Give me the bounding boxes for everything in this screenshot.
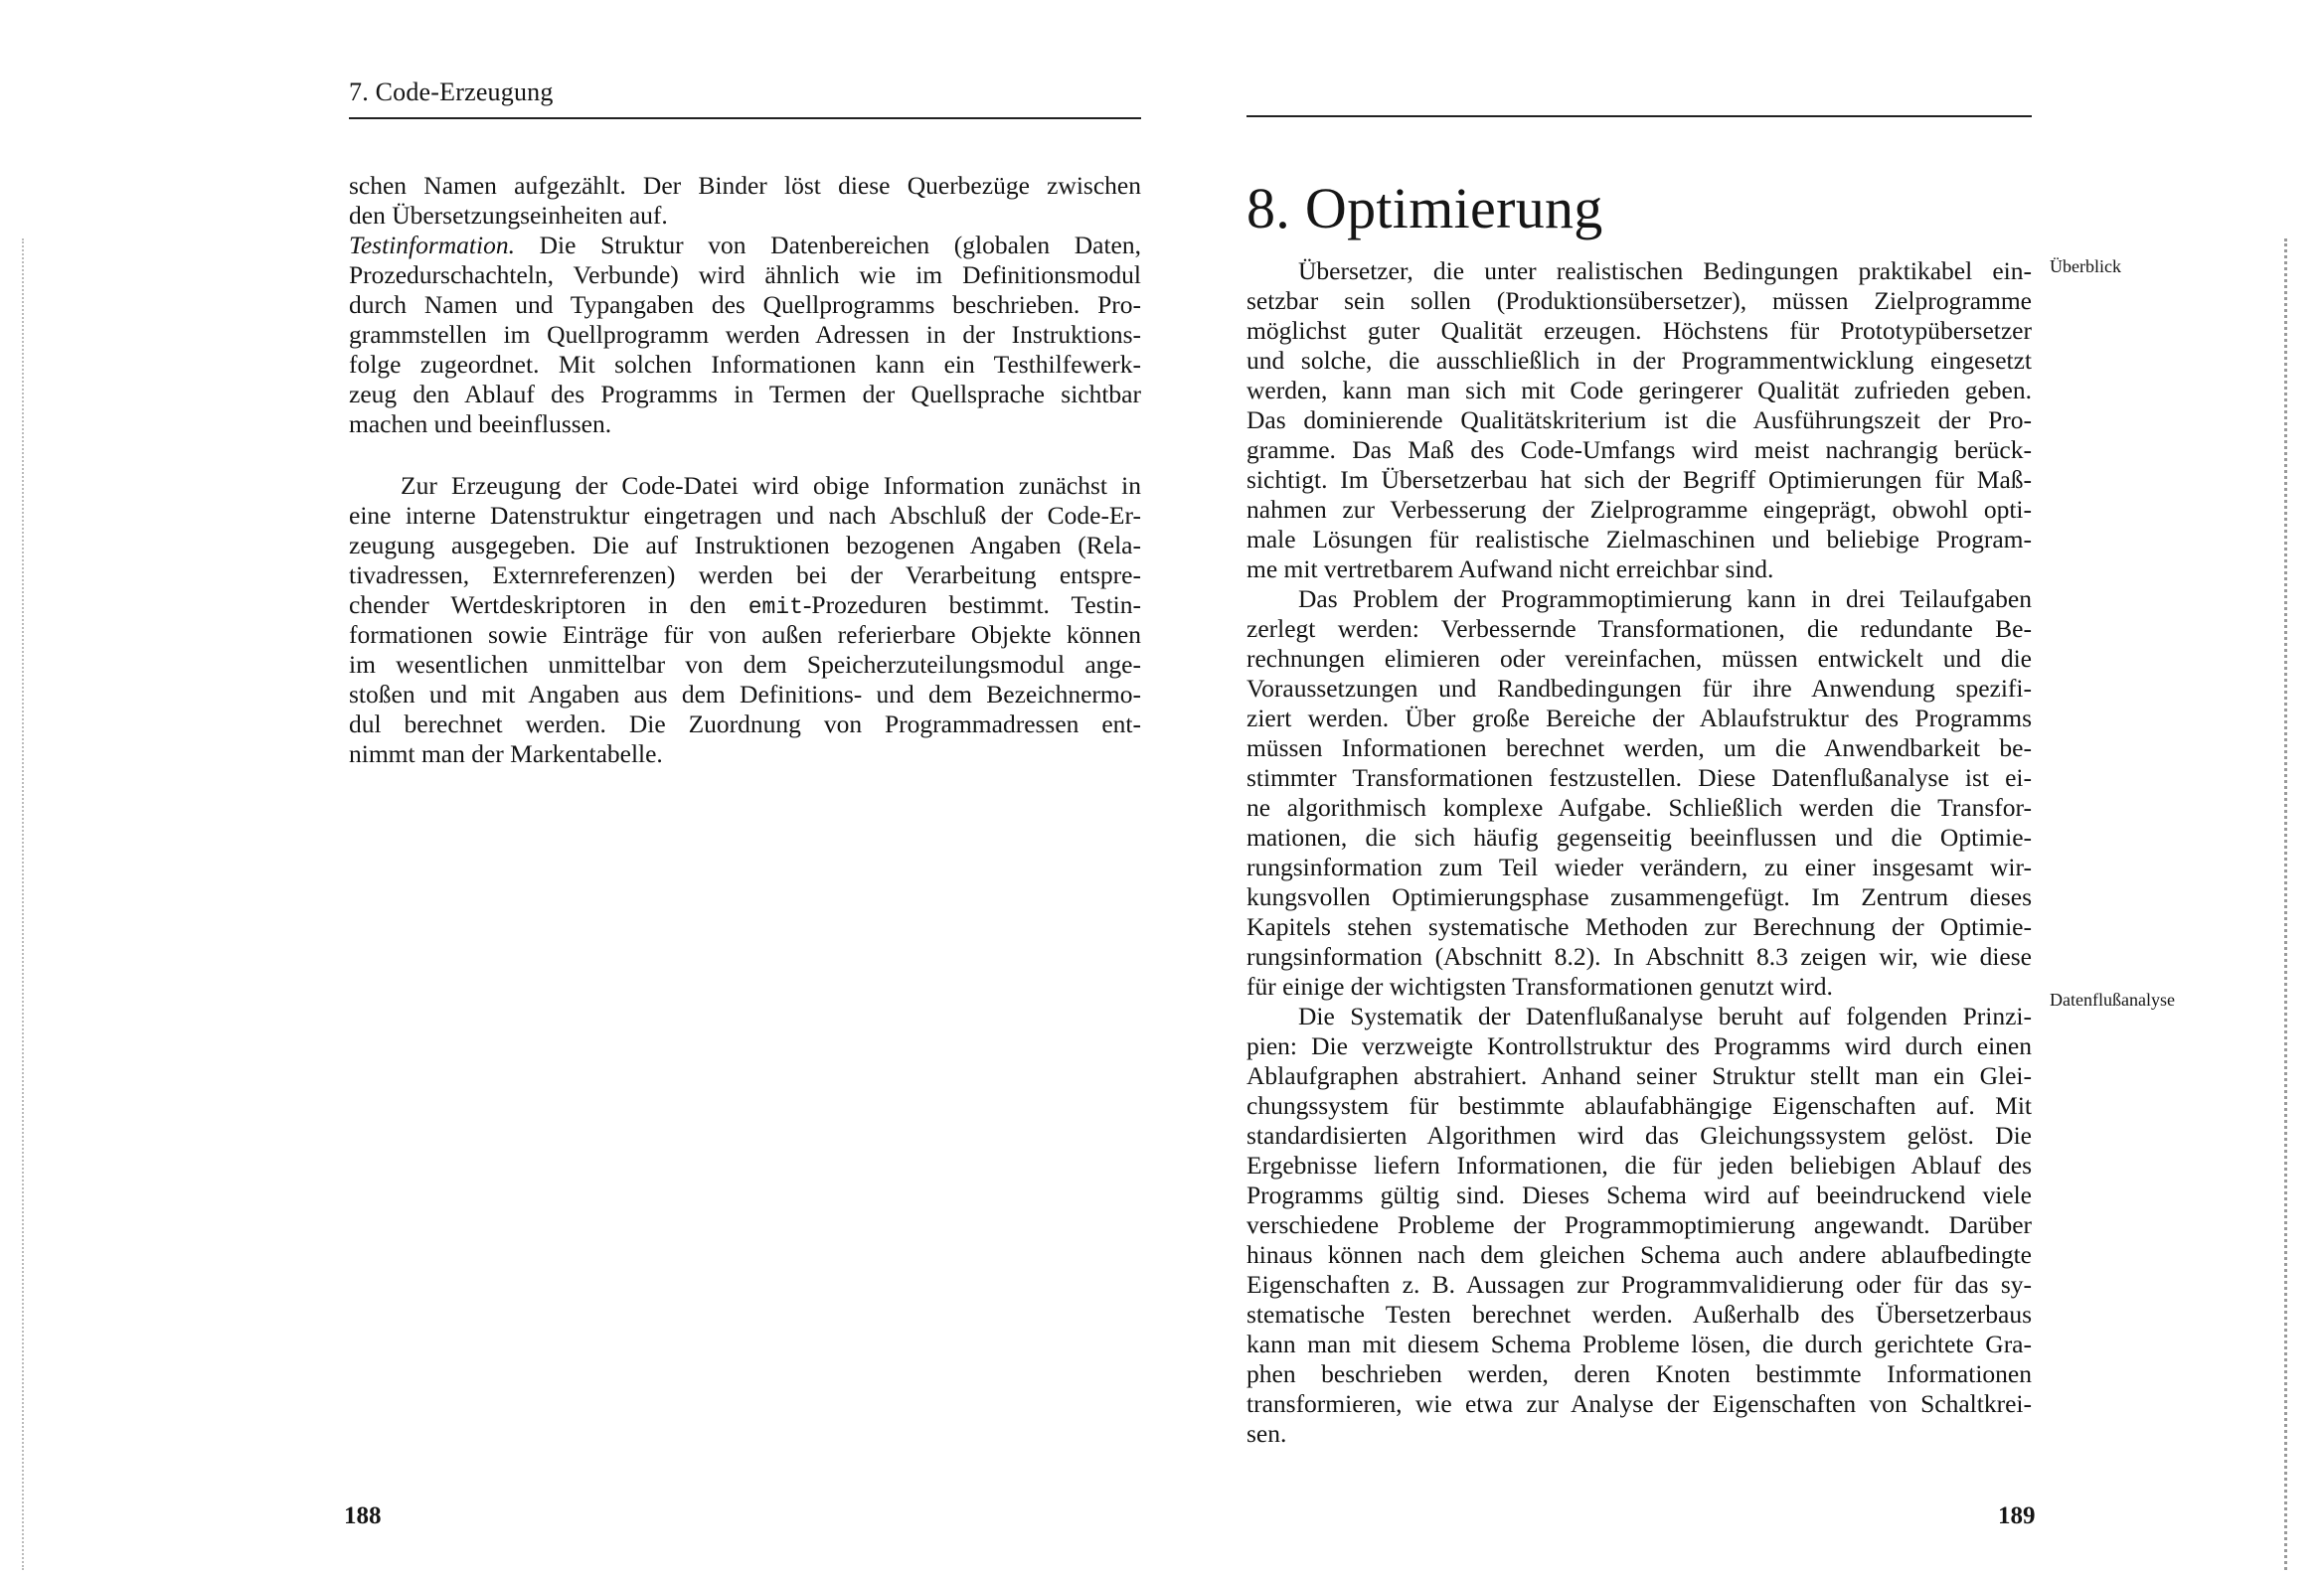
text-line: rungsinformation (Abschnitt 8.2). In Abschnitt 8.3 zeigen wir, wie diese: [1246, 942, 2032, 971]
text-line: Übersetzer, die unter realistischen Bedingungen praktikabel ein-: [1298, 256, 2032, 285]
text-line: verschiedene Probleme der Programmoptimierung angewandt. Darüber: [1246, 1210, 2032, 1239]
text-line: und solche, die ausschließlich in der Programmentwicklung eingesetzt: [1246, 346, 2032, 375]
text-line: Voraussetzungen und Randbedingungen für ihre Anwendung spezifi-: [1246, 674, 2032, 703]
text-line: tivadressen, Externreferenzen) werden bei der Verarbeitung entspre-: [349, 560, 1141, 589]
text-fragment: Die Struktur von Datenbereichen (globalen Daten,: [514, 231, 1141, 259]
body-text: [1246, 256, 2032, 1449]
text-line: dul berechnet werden. Die Zuordnung von Programmadressen ent-: [349, 710, 1141, 738]
text-line: folge zugeordnet. Mit solchen Informationen kann ein Testhilfewerk-: [349, 350, 1141, 379]
text-line: sen.: [1246, 1419, 1287, 1448]
text-line: nahmen zur Verbesserung der Zielprogramme eingeprägt, obwohl opti-: [1246, 495, 2032, 524]
text-line: [349, 590, 1141, 620]
text-line: schen Namen aufgezählt. Der Binder löst diese Querbezüge zwischen: [349, 171, 1141, 200]
text-line: stimmter Transformationen festzustellen. Diese Datenflußanalyse ist ei-: [1246, 763, 2032, 792]
page-number: 188: [344, 1502, 382, 1529]
margin-note-ueberblick: Überblick: [2050, 256, 2121, 276]
header-rule: [1246, 115, 2032, 117]
text-line: den Übersetzungseinheiten auf.: [349, 201, 668, 230]
text-line: machen und beeinflussen.: [349, 409, 612, 438]
text-line: grammstellen im Quellprogramm werden Adressen in der Instruktions-: [349, 320, 1141, 349]
scan-edge: [2284, 238, 2287, 1570]
text-line: müssen Informationen berechnet werden, um die Anwendbarkeit be-: [1246, 733, 2032, 762]
text-line: standardisierten Algorithmen wird das Gleichungssystem gelöst. Die: [1246, 1121, 2032, 1150]
text-line: stoßen und mit Angaben aus dem Definitions- und dem Bezeichnermo-: [349, 680, 1141, 709]
text-line: male Lösungen für realistische Zielmaschinen und beliebige Program-: [1246, 525, 2032, 553]
text-line: formationen sowie Einträge für von außen referierbare Objekte können: [349, 620, 1141, 649]
text-line: gramme. Das Maß des Code-Umfangs wird meist nachrangig berück-: [1246, 435, 2032, 464]
text-fragment: -Prozeduren bestimmt. Testin-: [802, 590, 1141, 619]
body-paragraph: [349, 471, 1141, 769]
text-line: me mit vertretbarem Aufwand nicht erreichbar sind.: [1246, 554, 1774, 583]
text-line: chungssystem für bestimmte ablaufabhängige Eigenschaften auf. Mit: [1246, 1091, 2032, 1120]
text-line: kungsvollen Optimierungsphase zusammengefügt. Im Zentrum dieses: [1246, 882, 2032, 911]
text-line: durch Namen und Typangaben des Quellprogramms beschrieben. Pro-: [349, 290, 1141, 319]
text-line: eine interne Datenstruktur eingetragen und nach Abschluß der Code-Er-: [349, 501, 1141, 530]
margin-note-datenflussanalyse: Datenflußanalyse: [2050, 990, 2175, 1010]
running-head: 7. Code-Erzeugung: [349, 78, 554, 106]
code-emit: emit: [747, 594, 803, 620]
text-line: Zur Erzeugung der Code-Datei wird obige Information zunächst in: [401, 471, 1141, 500]
text-line: sichtigt. Im Übersetzerbau hat sich der Begriff Optimierungen für Maß-: [1246, 465, 2032, 494]
body-paragraph: [349, 171, 1141, 439]
chapter-title: 8. Optimierung: [1246, 176, 1603, 240]
text-line: nimmt man der Markentabelle.: [349, 739, 663, 768]
text-line: rechnungen elimieren oder vereinfachen, müssen entwickelt und die: [1246, 644, 2032, 673]
text-line: Programms gültig sind. Dieses Schema wird auf beeindruckend viele: [1246, 1181, 2032, 1209]
text-line: Kapitels stehen systematische Methoden zur Berechnung der Optimie-: [1246, 912, 2032, 941]
text-line: setzbar sein sollen (Produktionsübersetzer), müssen Zielprogramme: [1246, 286, 2032, 315]
text-line: Das Problem der Programmoptimierung kann in drei Teilaufgaben: [1298, 584, 2032, 613]
text-line: werden, kann man sich mit Code geringerer Qualität zufrieden geben.: [1246, 376, 2032, 404]
text-line: ziert werden. Über große Bereiche der Ablaufstruktur des Programms: [1246, 704, 2032, 732]
text-line: pien: Die verzweigte Kontrollstruktur des Programms wird durch einen: [1246, 1031, 2032, 1060]
text-line: hinaus können nach dem gleichen Schema auch andere ablaufbedingte: [1246, 1240, 2032, 1269]
text-line: Prozedurschachteln, Verbunde) wird ähnlich wie im Definitionsmodul: [349, 260, 1141, 289]
text-line: rungsinformation zum Teil wieder verändern, zu einer insgesamt wir-: [1246, 853, 2032, 881]
text-line: Eigenschaften z. B. Aussagen zur Programmvalidierung oder für das sy-: [1246, 1270, 2032, 1299]
text-line: Das dominierende Qualitätskriterium ist die Ausführungszeit der Pro-: [1246, 405, 2032, 434]
text-line: möglichst guter Qualität erzeugen. Höchstens für Prototypübersetzer: [1246, 316, 2032, 345]
text-line: im wesentlichen unmittelbar von dem Speicherzuteilungsmodul ange-: [349, 650, 1141, 679]
text-line: transformieren, wie etwa zur Analyse der Eigenschaften von Schaltkrei-: [1246, 1389, 2032, 1418]
text-line: zeugung ausgegeben. Die auf Instruktionen bezogenen Angaben (Rela-: [349, 531, 1141, 559]
term-testinformation: Testinformation.: [349, 231, 515, 259]
text-fragment: chender Wertdeskriptoren in den: [349, 590, 748, 619]
text-line: zeug den Ablauf des Programms in Termen der Quellsprache sichtbar: [349, 380, 1141, 408]
text-line: Ergebnisse liefern Informationen, die für jeden beliebigen Ablauf des: [1246, 1151, 2032, 1180]
text-line: kann man mit diesem Schema Probleme lösen, die durch gerichtete Gra-: [1246, 1330, 2032, 1358]
text-line: phen beschrieben werden, deren Knoten bestimmte Informationen: [1246, 1359, 2032, 1388]
text-line: zerlegt werden: Verbessernde Transformationen, die redundante Be-: [1246, 614, 2032, 643]
text-line: mationen, die sich häufig gegenseitig beeinflussen und die Optimie-: [1246, 823, 2032, 852]
text-line: Ablaufgraphen abstrahiert. Anhand seiner Struktur stellt man ein Glei-: [1246, 1061, 2032, 1090]
text-line: Die Systematik der Datenflußanalyse beruht auf folgenden Prinzi-: [1298, 1002, 2032, 1030]
text-line: ne algorithmisch komplexe Aufgabe. Schließlich werden die Transfor-: [1246, 793, 2032, 822]
right-page: [1162, 0, 2324, 1577]
text-line: stematische Testen berechnet werden. Außerhalb des Übersetzerbaus: [1246, 1300, 2032, 1329]
text-line: [349, 231, 1141, 260]
header-rule: [349, 117, 1141, 119]
page-number: 189: [1998, 1502, 2036, 1529]
scan-edge: [22, 238, 24, 1570]
text-line: für einige der wichtigsten Transformationen genutzt wird.: [1246, 972, 1833, 1001]
